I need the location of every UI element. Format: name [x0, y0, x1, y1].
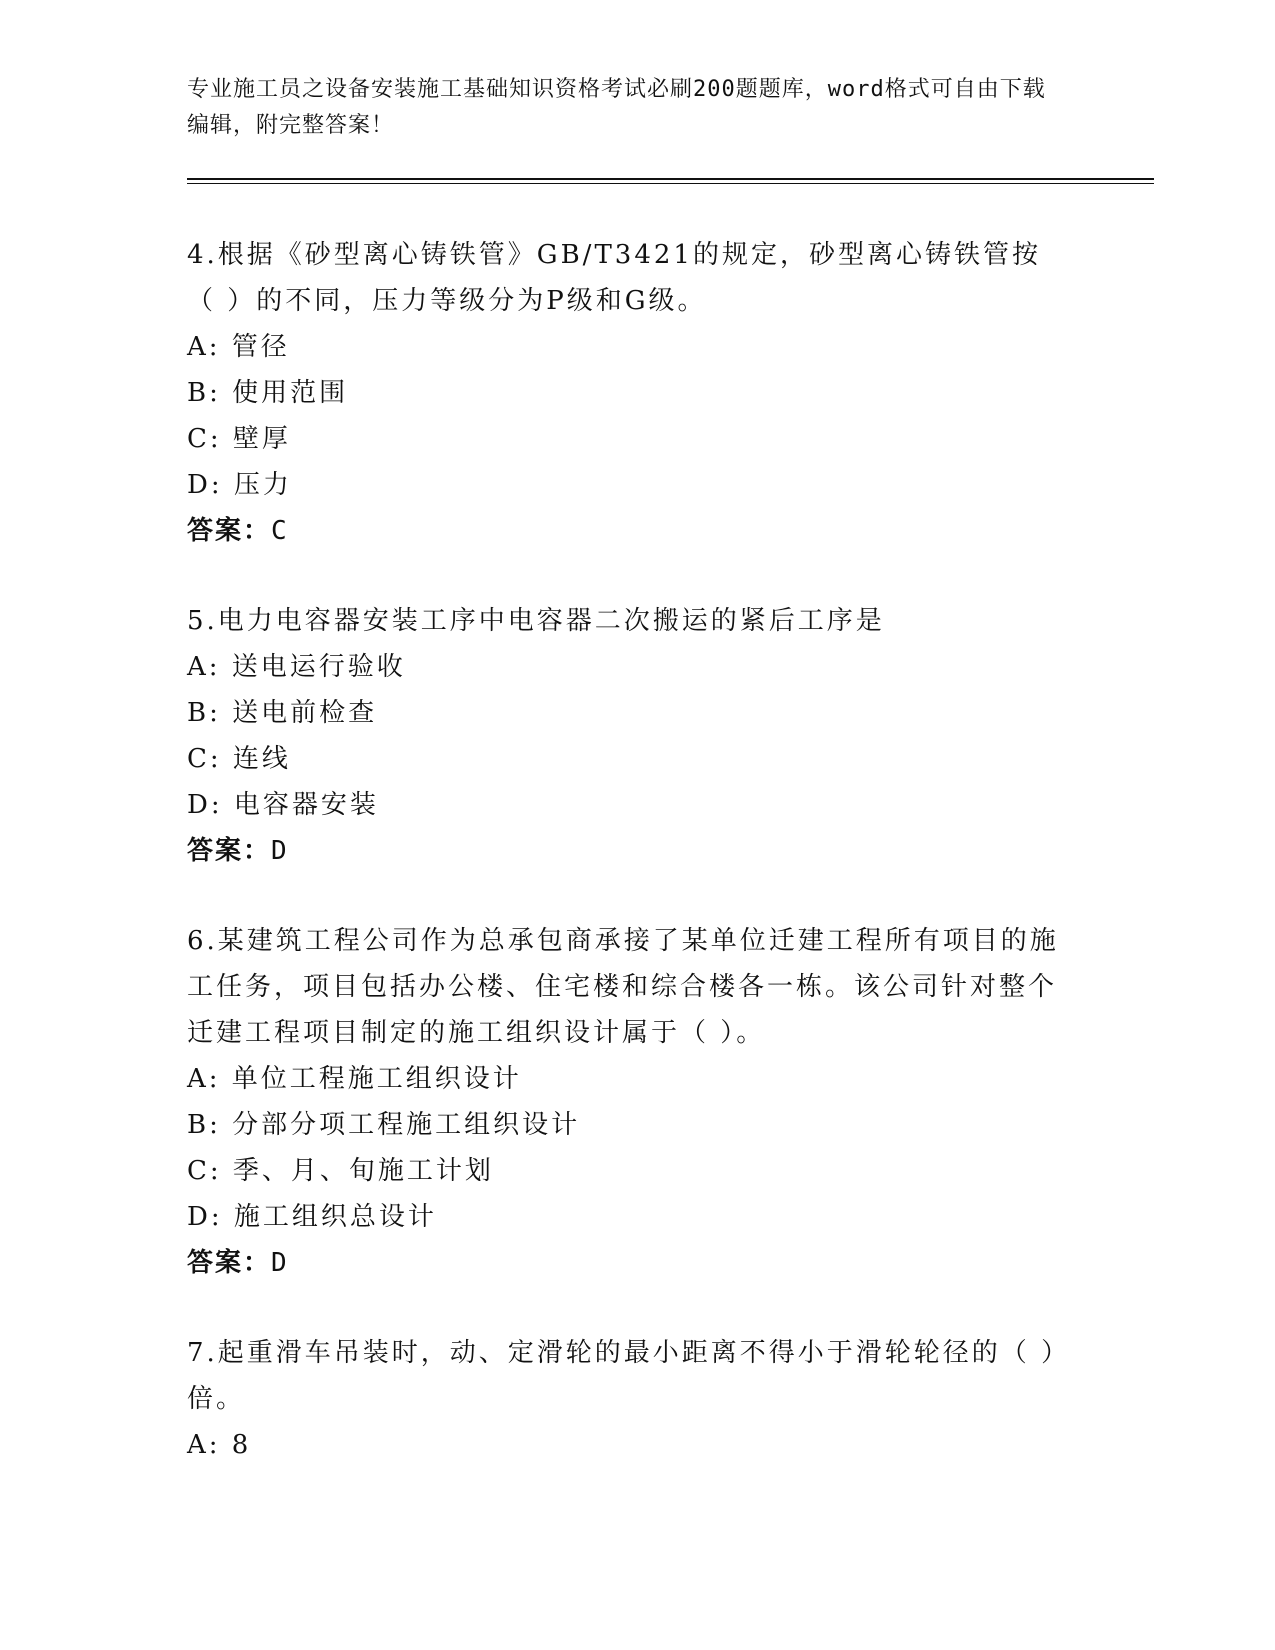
question-stem: 6.某建筑工程公司作为总承包商承接了某单位迁建工程所有项目的施工任务，项目包括办公楼、住宅楼和综合楼各一栋。该公司针对整个迁建工程项目制定的施工组织设计属于（ ）。 — [187, 926, 1059, 1048]
question-5 — [187, 598, 1087, 874]
header-divider-thin — [187, 183, 1154, 184]
option-d: D: 电容器安装 — [187, 790, 379, 820]
question-6 — [187, 918, 1087, 1286]
header-divider-thick — [187, 178, 1154, 180]
option-a: A: 单位工程施工组织设计 — [187, 1064, 522, 1094]
answer-line — [187, 828, 1087, 874]
option-a: A: 8 — [187, 1430, 252, 1460]
answer-line — [187, 1240, 1087, 1286]
answer-line — [187, 508, 1087, 554]
option-d: D: 施工组织总设计 — [187, 1202, 437, 1232]
answer-value: C — [271, 516, 288, 546]
question-list — [187, 232, 1087, 1512]
option-d: D: 压力 — [187, 470, 292, 500]
option-a: A: 送电运行验收 — [187, 652, 406, 682]
question-stem: 5.电力电容器安装工序中电容器二次搬运的紧后工序是 — [187, 606, 885, 636]
answer-label: 答案： — [187, 1248, 272, 1278]
option-a: A: 管径 — [187, 332, 290, 362]
answer-label: 答案： — [187, 516, 272, 546]
option-c: C: 连线 — [187, 744, 291, 774]
answer-value: D — [271, 836, 288, 866]
option-b: B: 送电前检查 — [187, 698, 378, 728]
answer-value: D — [271, 1248, 288, 1278]
question-7 — [187, 1330, 1087, 1468]
question-stem: 4.根据《砂型离心铸铁管》GB/T3421的规定，砂型离心铸铁管按（ ）的不同，压力等级分为P级和G级。 — [187, 240, 1041, 316]
option-c: C: 壁厚 — [187, 424, 291, 454]
document-header: 专业施工员之设备安装施工基础知识资格考试必刷200题题库，word格式可自由下载编辑，附完整答案！ — [187, 77, 1046, 138]
answer-label: 答案： — [187, 836, 272, 866]
question-4 — [187, 232, 1087, 554]
option-b: B: 使用范围 — [187, 378, 349, 408]
question-stem: 7.起重滑车吊装时，动、定滑轮的最小距离不得小于滑轮轮径的（ ）倍。 — [187, 1338, 1058, 1414]
option-b: B: 分部分项工程施工组织设计 — [187, 1110, 581, 1140]
option-c: C: 季、月、旬施工计划 — [187, 1156, 494, 1186]
